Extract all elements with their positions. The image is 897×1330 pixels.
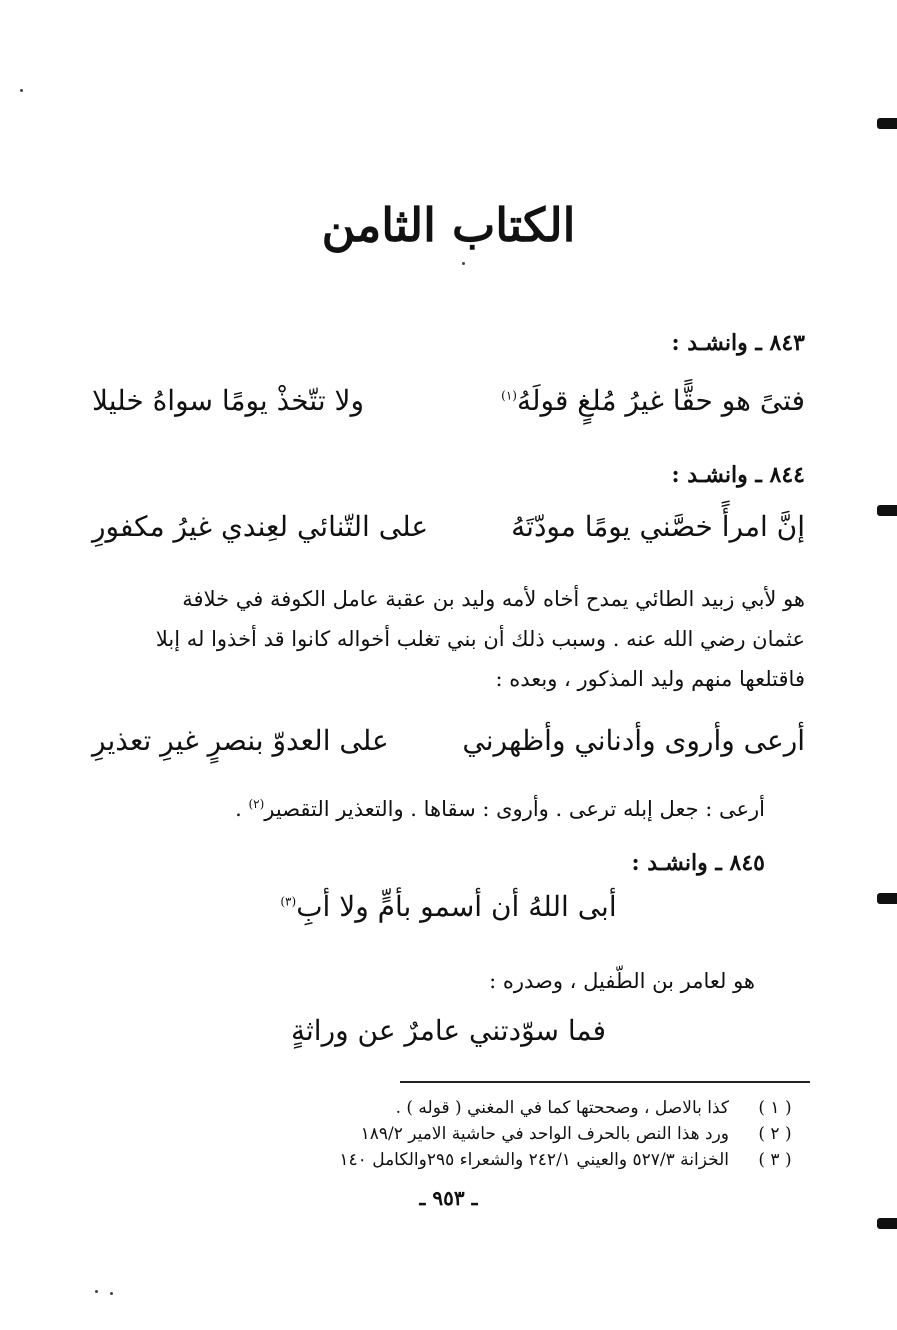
section-844-commentary-line-3: فاقتلعها منهم وليد المذكور ، وبعده : xyxy=(495,667,805,691)
footnote-1-number: ( ١ ) xyxy=(758,1098,792,1118)
scan-edge-mark xyxy=(877,505,897,516)
section-843-verse-right xyxy=(501,384,805,417)
section-844-commentary-line-1: هو لأبي زبيد الطائي يمدح أخاه لأمه وليد بن عقبة عامل الكوفة في خلافة xyxy=(182,587,805,611)
section-844-gloss xyxy=(235,796,765,823)
scan-speck xyxy=(95,1290,98,1293)
footnote-3-text: الخزانة ٥٢٧/٣ والعيني ٢٤٢/١ والشعراء ٢٩٥والكامل ١٤٠ xyxy=(339,1150,729,1170)
section-844-verse2-right: أرعى وأروى وأدناني وأظهرني xyxy=(462,724,805,757)
section-843-verse-left: ولا تتّخذْ يومًا سواهُ خليلا xyxy=(92,384,365,417)
title-dot xyxy=(462,262,465,265)
scan-edge-mark xyxy=(877,1218,897,1229)
section-843-heading: ٨٤٣ ـ وانشـد : xyxy=(671,330,805,356)
scan-edge-mark xyxy=(877,118,897,129)
footnote-2-text: ورد هذا النص بالحرف الواحد في حاشية الامير ١٨٩/٢ xyxy=(360,1124,729,1144)
section-845-verse-text: أبى اللهُ أن أسمو بأمٍّ ولا أبِ xyxy=(296,890,617,923)
section-844-gloss-end: . xyxy=(235,797,242,821)
footnote-ref-1: (١) xyxy=(501,388,517,403)
section-845-heading: ٨٤٥ ـ وانشـد : xyxy=(631,850,765,876)
scan-speck xyxy=(110,1292,113,1295)
footnote-separator xyxy=(400,1081,810,1083)
section-844-verse-left: على التّنائي لعِندي غيرُ مكفورِ xyxy=(92,510,429,543)
footnote-3-number: ( ٣ ) xyxy=(758,1150,792,1170)
section-843-verse-right-text: فتىً هو حقًّا غيرُ مُلغٍ قولَهُ xyxy=(516,384,805,417)
section-844-gloss-text: أرعى : جعل إبله ترعى . وأروى : سقاها . والتعذير التقصير xyxy=(264,797,765,821)
section-844-verse2-left: على العدوّ بنصرٍ غيرِ تعذيرِ xyxy=(92,724,389,757)
scan-edge-mark xyxy=(877,893,897,904)
footnote-ref-2: (٢) xyxy=(248,797,265,811)
footnote-ref-3: (٣) xyxy=(280,894,297,909)
section-845-verse xyxy=(0,890,897,923)
section-844-verse-right: إنَّ امرأً خصَّني يومًا مودّتَهُ xyxy=(511,510,805,543)
section-845-verse2: فما سوّدتني عامرٌ عن وراثةٍ xyxy=(290,1014,606,1047)
section-845-commentary: هو لعامر بن الطّفيل ، وصدره : xyxy=(489,969,755,993)
scan-speck xyxy=(20,89,23,92)
page-number: ـ ٩٥٣ ـ xyxy=(419,1186,478,1210)
section-844-heading: ٨٤٤ ـ وانشـد : xyxy=(671,462,805,488)
footnote-1-text: كذا بالاصل ، وصححتها كما في المغني ( قوله ) . xyxy=(395,1098,729,1118)
footnote-1 xyxy=(0,1098,897,1122)
page-title: الكتاب الثامن xyxy=(321,198,576,252)
footnote-2 xyxy=(0,1124,897,1148)
footnote-3 xyxy=(0,1150,897,1174)
footnote-2-number: ( ٢ ) xyxy=(758,1124,792,1144)
section-844-commentary-line-2: عثمان رضي الله عنه . وسبب ذلك أن بني تغلب أخواله كانوا قد أخذوا له إبلا xyxy=(155,627,805,651)
